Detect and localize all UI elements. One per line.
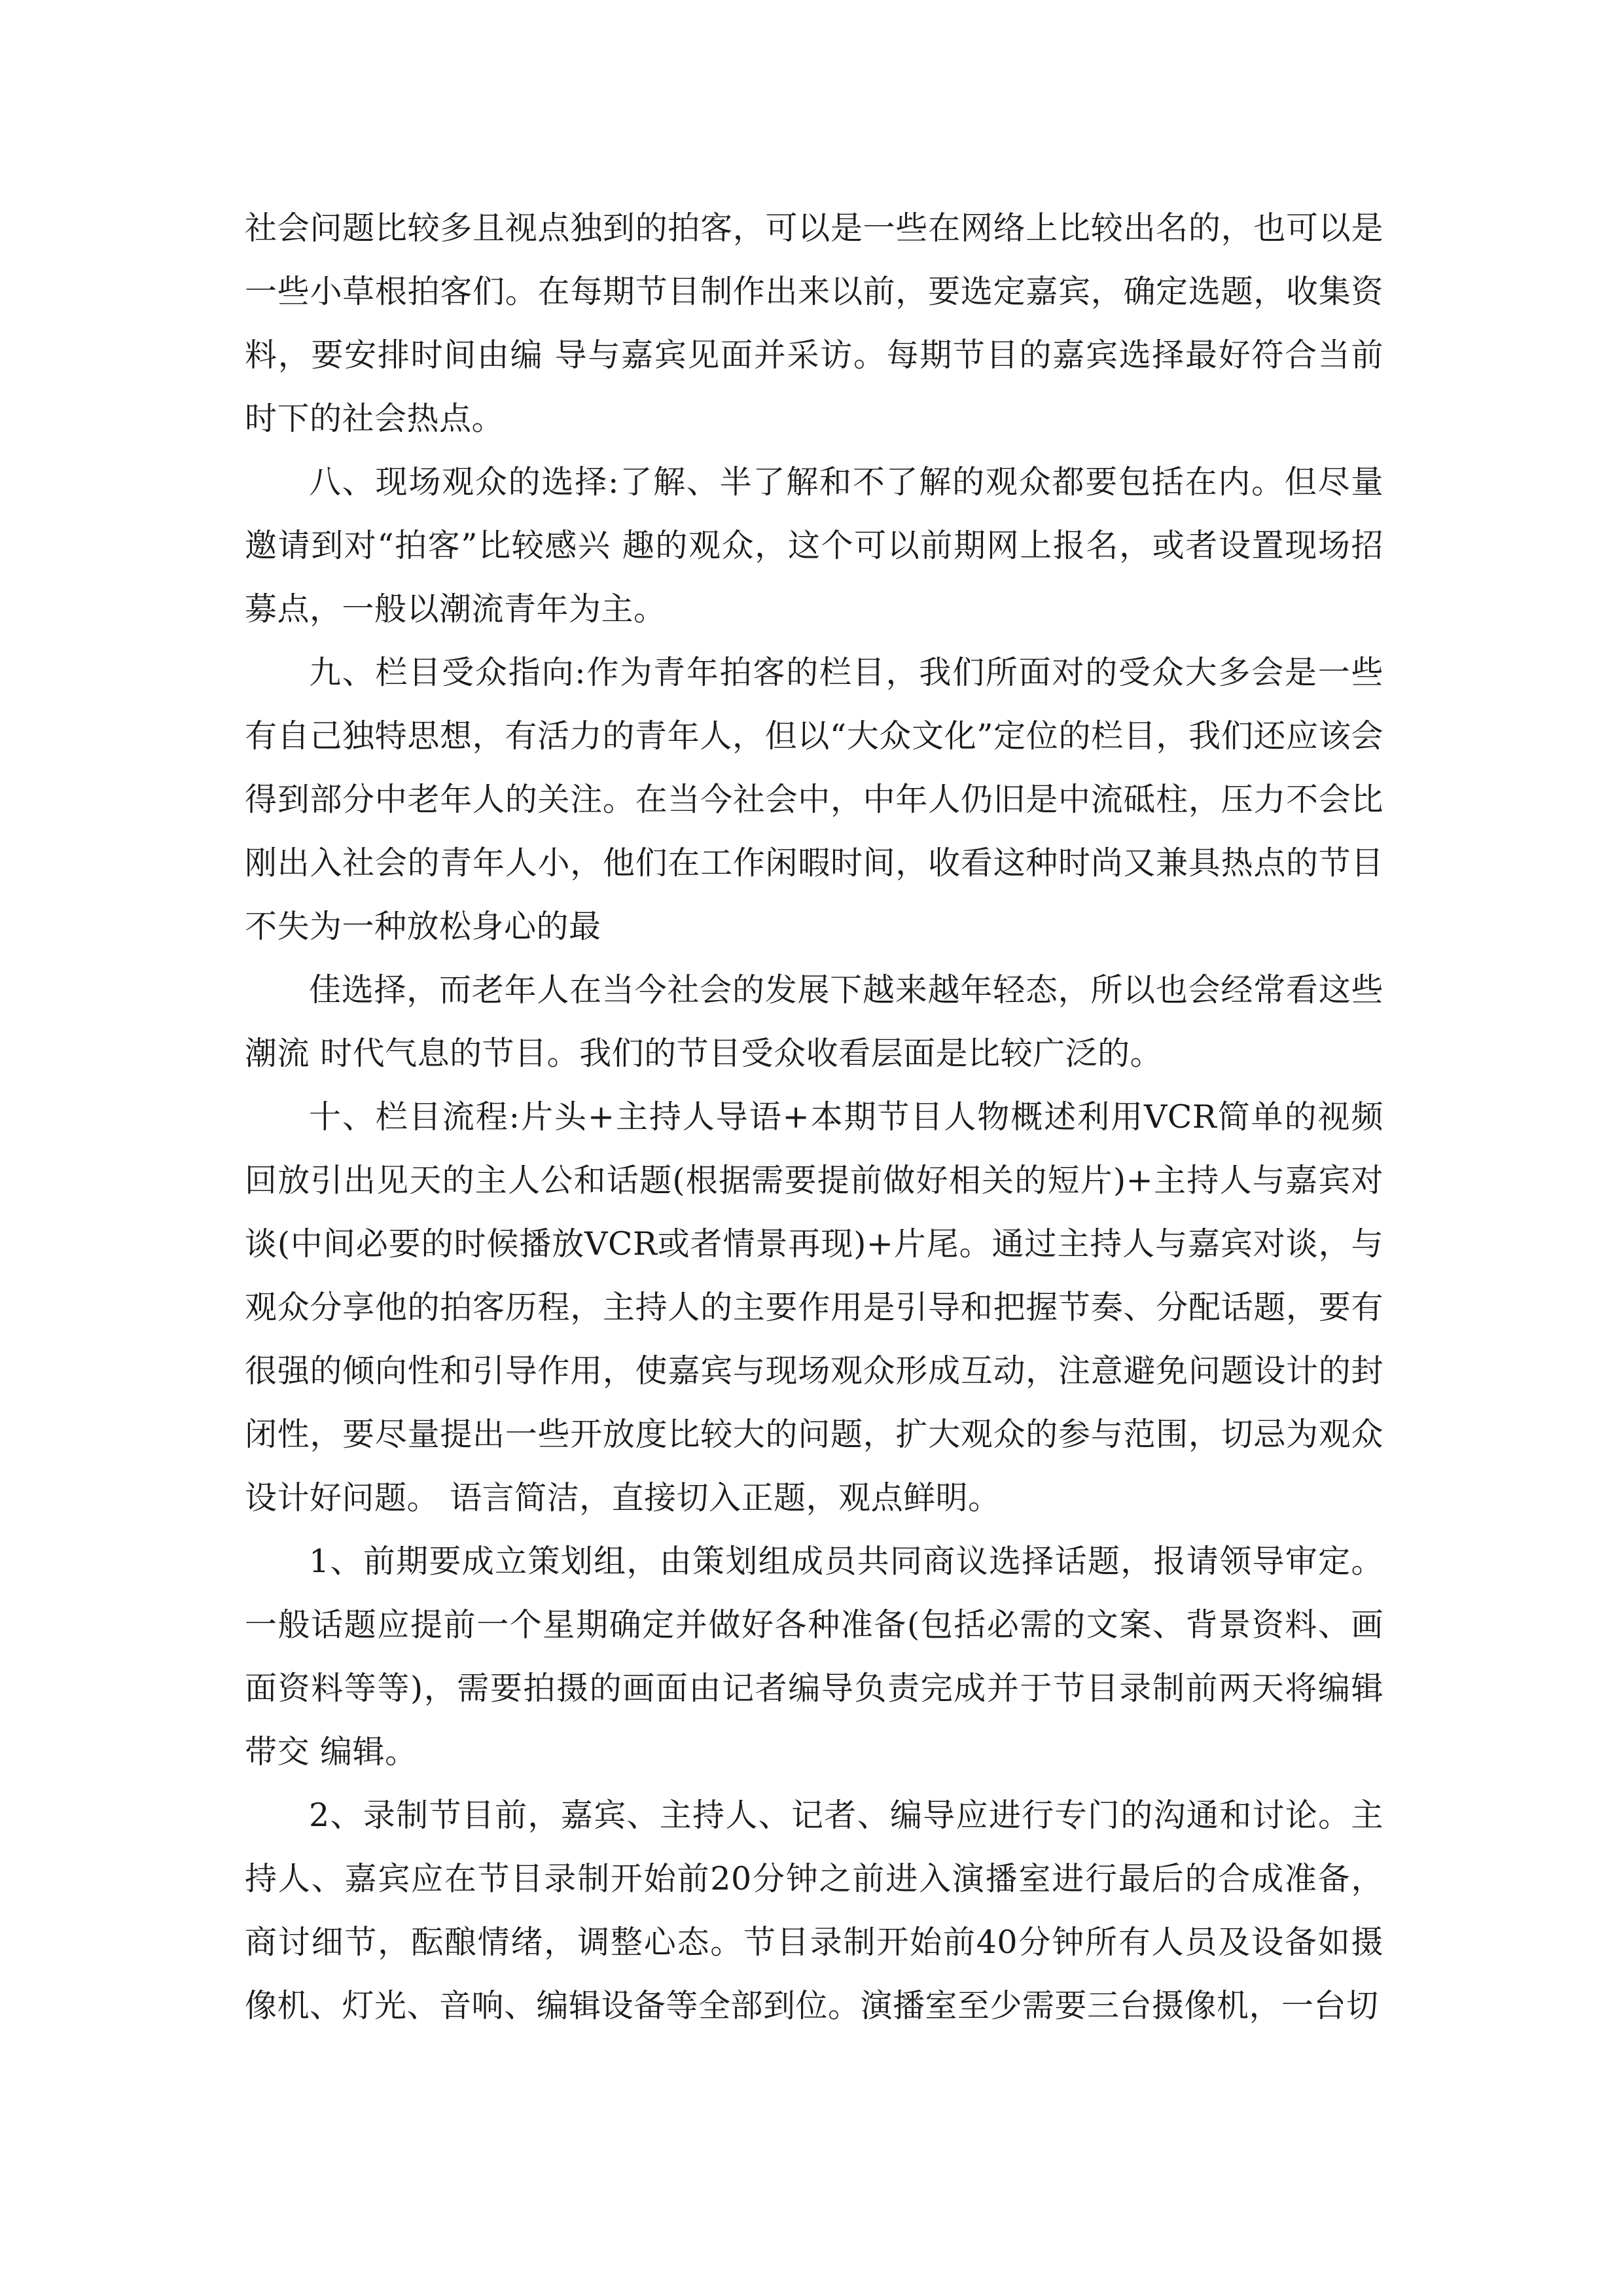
paragraph-program-flow: 十、栏目流程:片头+主持人导语+本期节目人物概述利用VCR简单的视频回放引出见天的主人公和话题(根据需要提前做好相关的短片)+主持人与嘉宾对谈(中间必要的时候播放VCR或者情景再现)+片尾。通过主持人与嘉宾对谈，与观众分享他的拍客历程，主持人的主要作用是引导和把握节奏、分配话题，要有很强的倾向性和引导作用，使嘉宾与现场观众形成互动，注意避免问题设计的封闭性，要尽量提出一些开放度比较大的问题，扩大观众的参与范围，切忌为观众设计好问题。 语言简洁，直接切入正题，观点鲜明。	[245, 1098, 1383, 1516]
paragraph-target-audience: 九、栏目受众指向:作为青年拍客的栏目，我们所面对的受众大多会是一些有自己独特思想，有活力的青年人，但以“大众文化”定位的栏目，我们还应该会得到部分中老年人的关注。在当今社会中，中年人仍旧是中流砥柱，压力不会比刚出入社会的青年人小，他们在工作闲暇时间，收看这种时尚又兼具热点的节目不失为一种放松身心的最	[245, 654, 1383, 945]
paragraph-guest-selection: 社会问题比较多且视点独到的拍客，可以是一些在网络上比较出名的，也可以是一些小草根拍客们。在每期节目制作出来以前，要选定嘉宾，确定选题，收集资料，要安排时间由编 导与嘉宾见面并采访。每期节目的嘉宾选择最好符合当前时下的社会热点。	[245, 209, 1383, 437]
paragraph-recording-prep: 2、录制节目前，嘉宾、主持人、记者、编导应进行专门的沟通和讨论。主持人、嘉宾应在节目录制开始前20分钟之前进入演播室进行最后的合成准备，商讨细节，酝酿情绪，调整心态。节目录制开始前40分钟所有人员及设备如摄像机、灯光、音响、编辑设备等全部到位。演播室至少需要三台摄像机，一台切	[245, 1797, 1383, 2024]
paragraph-audience-selection: 八、现场观众的选择:了解、半了解和不了解的观众都要包括在内。但尽量邀请到对“拍客”比较感兴 趣的观众，这个可以前期网上报名，或者设置现场招募点，一般以潮流青年为主。	[245, 463, 1383, 628]
paragraph-planning-group: 1、前期要成立策划组，由策划组成员共同商议选择话题，报请领导审定。一般话题应提前一个星期确定并做好各种准备(包括必需的文案、背景资料、画面资料等等)，需要拍摄的画面由记者编导负责完成并于节目录制前两天将编辑带交 编辑。	[245, 1543, 1383, 1770]
paragraph-target-audience-cont: 佳选择，而老年人在当今社会的发展下越来越年轻态，所以也会经常看这些潮流 时代气息的节目。我们的节目受众收看层面是比较广泛的。	[245, 971, 1383, 1072]
document-body	[245, 196, 1383, 2037]
